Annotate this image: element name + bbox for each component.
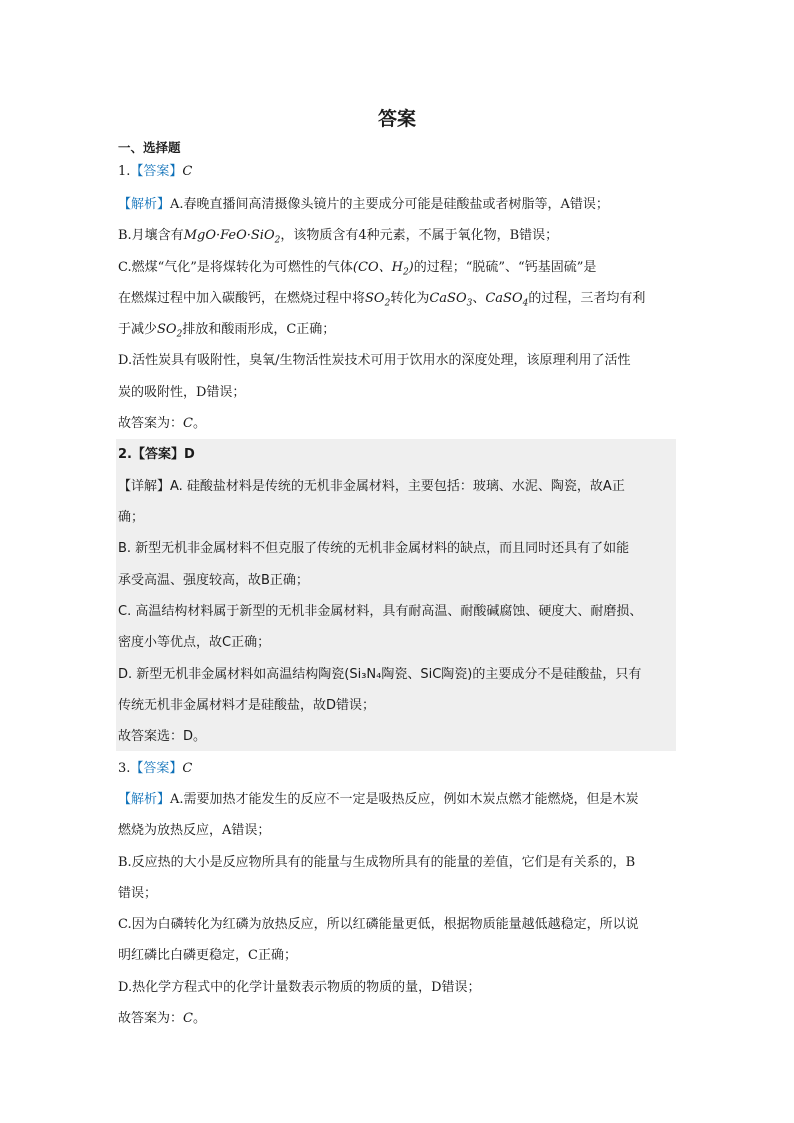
q2-detail-c-1: C. 高温结构材料属于新型的无机非金属材料，具有耐高温、耐酸碱腐蚀、硬度大、耐磨损、	[118, 604, 643, 619]
q3-answer: C	[182, 761, 193, 776]
q1-c-formula-close: )	[408, 260, 414, 275]
q2-detail-a-1: 【详解】A. 硅酸盐材料是传统的无机非金属材料，主要包括：玻璃、水泥、陶瓷，故A正	[118, 479, 625, 494]
q3-analysis-d: D.热化学方程式中的化学计量数表示物质的物质的量，D错误；	[118, 980, 481, 995]
q1-b-formula-main: MgO·FeO·SiO	[183, 228, 275, 243]
q1-c-formula-sub: 2	[402, 267, 409, 278]
q3-conclusion-answer: C	[183, 1011, 193, 1026]
page-title: 答案	[377, 108, 416, 130]
q1-c2-f1-main: SO	[365, 291, 385, 306]
q1-b-text-1: B.月壤含有	[118, 228, 184, 243]
q1-number: 1.	[118, 164, 131, 179]
q1-answer-line	[118, 163, 192, 181]
q1-c2-text-4: 的过程，三者均有利	[528, 291, 646, 306]
q1-c-formula	[352, 260, 414, 278]
q2-detail-d-2: 传统无机非金属材料才是硅酸盐，故D错误；	[118, 698, 376, 713]
q2-answer-line: 2.【答案】D	[118, 447, 195, 462]
q1-analysis-d-1: D.活性炭具有吸附性，臭氧/生物活性炭技术可用于饮用水的深度处理，该原理利用了活性	[118, 353, 631, 368]
q1-analysis-c-2	[118, 290, 645, 308]
q1-conclusion	[118, 415, 206, 433]
section-heading: 一、选择题	[118, 140, 181, 155]
q1-b-formula	[183, 228, 281, 246]
q1-c3-formula-main: SO	[157, 322, 177, 337]
q2-conclusion: 故答案选：D。	[118, 729, 207, 744]
q3-conclusion-end: 。	[192, 1011, 206, 1026]
q1-answer: C	[182, 164, 193, 179]
q1-analysis-a	[118, 196, 609, 214]
q1-analysis-a-text: A.春晚直播间高清摄像头镜片的主要成分可能是硅酸盐或者树脂等，A错误；	[170, 197, 609, 212]
q1-analysis-c-3	[118, 321, 335, 339]
q3-answer-line	[118, 760, 192, 778]
q3-analysis-b-2: 错误；	[118, 886, 158, 901]
q3-number: 3.	[118, 761, 131, 776]
q1-c3-formula	[157, 322, 183, 340]
q1-c2-text-3: 、	[472, 291, 486, 306]
q1-c3-text-2: 排放和酸雨形成，C正确；	[182, 322, 336, 337]
q1-c2-f1-sub: 2	[384, 298, 391, 309]
q1-c-text-1: C.燃煤“气化”是将煤转化为可燃性的气体	[118, 260, 353, 275]
q1-c2-formula-1	[365, 291, 391, 309]
q1-b-formula-sub: 2	[274, 235, 281, 246]
q1-conclusion-text: 故答案为：	[118, 416, 184, 431]
q3-analysis-tag: 【解析】	[118, 792, 171, 807]
q2-detail-d-1: D. 新型无机非金属材料如高温结构陶瓷(Si₃N₄陶瓷、SiC陶瓷)的主要成分不是硅酸盐，只有	[118, 667, 642, 682]
q1-conclusion-answer: C	[183, 416, 193, 431]
q3-analysis-a-text: A.需要加热才能发生的反应不一定是吸热反应，例如木炭点燃才能燃烧，但是木炭	[170, 792, 639, 807]
q3-conclusion	[118, 1010, 206, 1028]
q1-analysis-tag: 【解析】	[118, 197, 171, 212]
q1-analysis-c-1	[118, 259, 596, 277]
q1-c2-formula-3	[485, 291, 529, 309]
q1-c2-f3-sub: 4	[522, 298, 529, 309]
q3-analysis-a-1	[118, 791, 639, 809]
q1-c2-text-2: 转化为	[390, 291, 430, 306]
q1-c2-formula-2	[429, 291, 473, 309]
q1-c3-formula-sub: 2	[176, 329, 183, 340]
q2-detail-b-2: 承受高温、强度较高，故B正确；	[118, 573, 309, 588]
q1-analysis-d-2: 炭的吸附性，D错误；	[118, 385, 246, 400]
q1-c3-text-1: 于减少	[118, 322, 158, 337]
q1-answer-tag: 【答案】	[130, 164, 183, 179]
q3-answer-tag: 【答案】	[130, 761, 183, 776]
q3-analysis-a-2: 燃烧为放热反应，A错误；	[118, 823, 271, 838]
q1-analysis-b	[118, 227, 558, 245]
q2-detail-c-2: 密度小等优点，故C正确；	[118, 635, 271, 650]
q1-c2-f2-main: CaSO	[429, 291, 467, 306]
q3-analysis-c-2: 明红磷比白磷更稳定，C正确；	[118, 948, 297, 963]
q1-c-text-2: 的过程；“脱硫”、“钙基固硫”是	[413, 260, 597, 275]
q2-detail-b-1: B. 新型无机非金属材料不但克服了传统的无机非金属材料的缺点，而且同时还具有了如能	[118, 541, 630, 556]
q3-analysis-c-1: C.因为白磷转化为红磷为放热反应，所以红磷能量更低，根据物质能量越低越稳定，所以说	[118, 917, 639, 932]
q1-conclusion-end: 。	[192, 416, 206, 431]
q3-analysis-b-1: B.反应热的大小是反应物所具有的能量与生成物所具有的能量的差值，它们是有关系的，B	[118, 855, 636, 870]
q2-detail-a-2: 确；	[118, 510, 145, 525]
q1-b-text-2: ，该物质含有4种元素，不属于氧化物，B错误；	[280, 228, 559, 243]
q1-c2-text-1: 在燃煤过程中加入碳酸钙，在燃烧过程中将	[118, 291, 366, 306]
q1-c-formula-main: (CO、H	[352, 260, 403, 275]
q3-conclusion-text: 故答案为：	[118, 1011, 184, 1026]
q1-c2-f2-sub: 3	[466, 298, 473, 309]
q1-c2-f3-main: CaSO	[485, 291, 523, 306]
